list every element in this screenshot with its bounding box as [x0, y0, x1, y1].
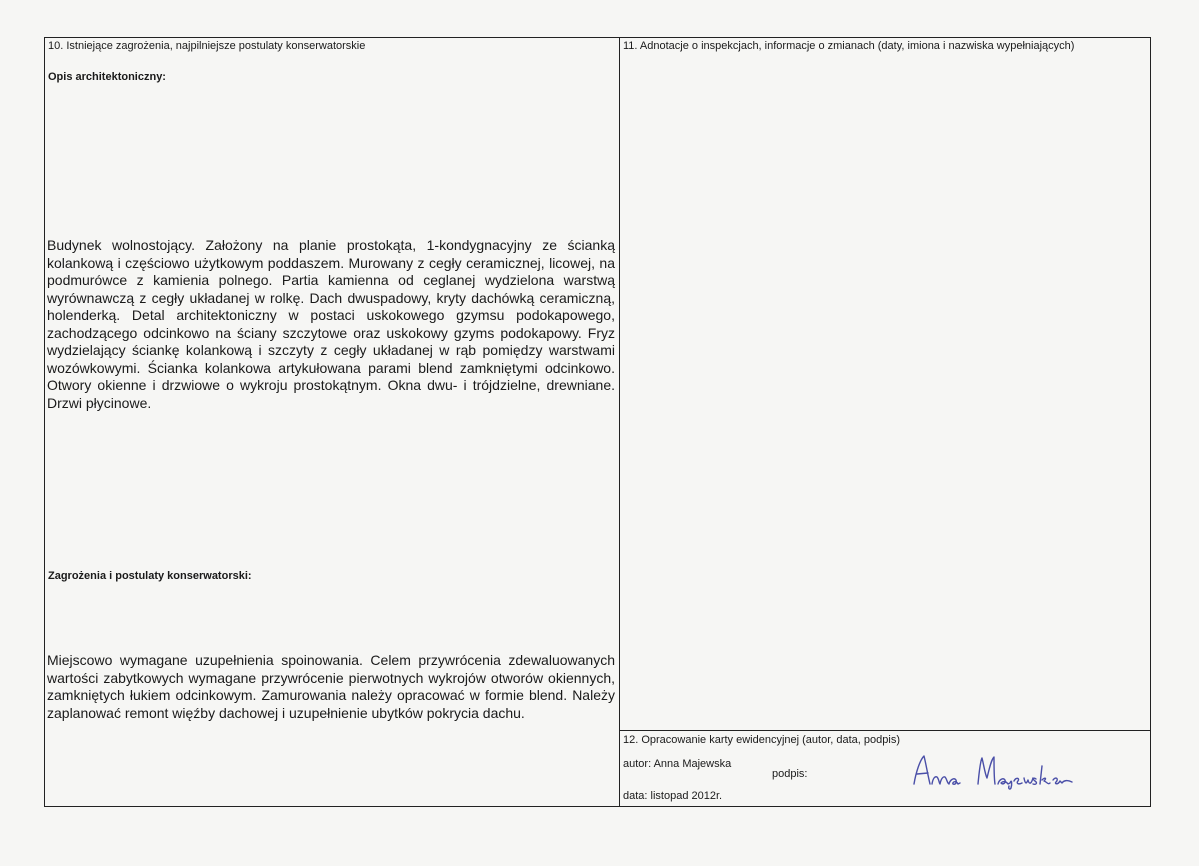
author-line: autor: Anna Majewska	[623, 758, 732, 770]
section-12-divider	[619, 730, 1151, 731]
section-10-header: 10. Istniejące zagrożenia, najpilniejsze postulaty konserwatorskie	[48, 40, 366, 52]
section-12-header: 12. Opracowanie karty ewidencyjnej (autor, data, podpis)	[623, 734, 900, 746]
threats-text: Miejscowo wymagane uzupełnienia spoinowania. Celem przywrócenia zdewaluowanych wartości zabytkowych wymagane przywrócenie pierwotnych wykrojów otworów okiennych, zamkniętych łukiem odcinkowym. Zamurowania należy opracować w formie blend. Należy zaplanować remont więźby dachowej i uzupełnienie ubytków pokrycia dachu.	[47, 652, 615, 721]
section-11-header: 11. Adnotacje o inspekcjach, informacje o zmianach (daty, imiona i nazwiska wypełniających)	[623, 40, 1075, 52]
arch-description-heading: Opis architektoniczny:	[48, 71, 166, 83]
threats-heading: Zagrożenia i postulaty konserwatorski:	[48, 570, 252, 582]
signature-label: podpis:	[772, 768, 808, 780]
column-divider	[619, 37, 620, 807]
handwritten-signature	[908, 750, 1088, 790]
arch-description-text: Budynek wolnostojący. Założony na planie prostokąta, 1-kondygnacyjny ze ścianką kolankową i częściowo użytkowym poddaszem. Murowany z cegły ceramicznej, licowej, na podmurówce z kamienia polnego. Partia kamienna od ceglanej wydzielona warstwą wyrównawczą z cegły układanej w rolkę. Dach dwuspadowy, kryty dachówką ceramiczną, holenderką. Detal architektoniczny w postaci uskokowego gzymsu podokapowego, zachodzącego odcinkowo na ściany szczytowe oraz uskokowy gzyms podokapowy. Fryz wydzielający ściankę kolankową i szczyty z cegły układanej w rąb pomiędzy warstwami wozówkowymi. Ścianka kolankowa artykułowana parami blend zamkniętymi odcinkowo. Otwory okienne i drzwiowe o wykroju prostokątnym. Okna dwu- i trójdzielne, drewniane. Drzwi płycinowe.	[47, 237, 615, 411]
date-line: data: listopad 2012r.	[623, 790, 723, 802]
